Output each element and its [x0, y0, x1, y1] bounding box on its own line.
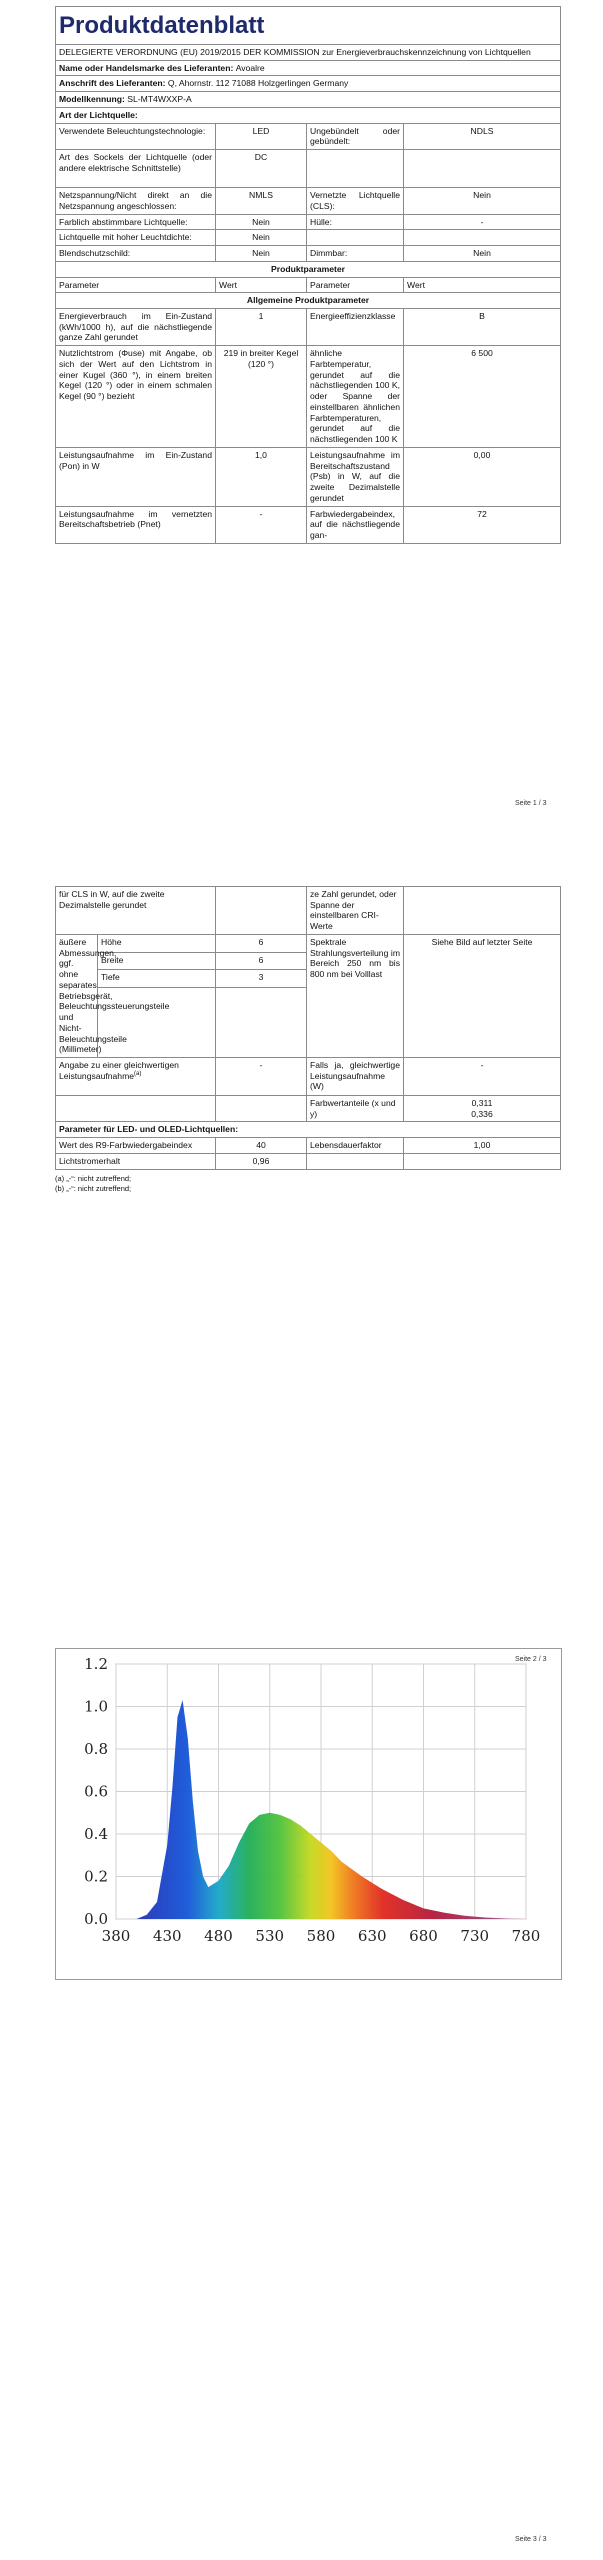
x-tick-label: 730 [460, 1927, 490, 1945]
cell-value: Nein [404, 188, 561, 214]
led-params-header: Parameter für LED- und OLED-Lichtquellen: [56, 1122, 561, 1138]
cell-label: ze Zahl gerundet, oder Spanne der einstellbaren CRI-Werte [307, 887, 404, 935]
cell-value: 1,00 [404, 1138, 561, 1154]
cell-value: LED [216, 123, 307, 149]
cell-label: Energieeffizienzklasse [307, 309, 404, 346]
cell-label: Energieverbrauch im Ein-Zustand (kWh/1000 h), auf die nächstliegende ganze Zahl gerundet [56, 309, 216, 346]
cell-label: Lichtquelle mit hoher Leuchtdichte: [56, 230, 216, 246]
cell-label [307, 150, 404, 188]
footnote-marker: (a) [134, 1070, 142, 1077]
cell-label: Art des Sockels der Lichtquelle (oder andere elektrische Schnittstelle) [56, 150, 216, 188]
cell-label [307, 230, 404, 246]
dimension-value: 3 [216, 970, 307, 988]
y-tick-label: 0.6 [84, 1782, 108, 1801]
x-tick-label: 530 [255, 1927, 285, 1945]
cell-value: B [404, 309, 561, 346]
dimension-value: 6 [216, 952, 307, 970]
cell-value [216, 887, 307, 935]
cell-label: Falls ja, gleichwertige Leistungsaufnahme (W) [307, 1058, 404, 1096]
empty-cell [56, 1096, 216, 1122]
page-2 [55, 886, 560, 1195]
cell-label: Lebensdauerfaktor [307, 1138, 404, 1154]
cell-label: Farblich abstimmbare Lichtquelle: [56, 214, 216, 230]
cell-value: - [216, 1058, 307, 1096]
page-title: Produktdatenblatt [56, 7, 561, 45]
y-tick-label: 0.0 [84, 1910, 108, 1928]
x-tick-label: 480 [204, 1927, 233, 1945]
cell-label: Leistungsaufnahme im Ein-Zustand (Pon) in W [56, 447, 216, 506]
y-tick-label: 0.8 [84, 1740, 108, 1758]
y-tick-label: 0.4 [84, 1825, 108, 1843]
model-value: SL-MT4WXXP-A [127, 94, 192, 105]
x-tick-label: 430 [152, 1927, 182, 1945]
dimensions-label: äußere Abmessungen, ggf. ohne separates Betriebsgerät, Beleuchtungssteuerungsteile und Nicht-Beleuchtungsteile (Millimeter) [56, 934, 98, 1057]
column-header: Wert [216, 277, 307, 293]
supplier-row [56, 60, 561, 76]
table-row [56, 309, 561, 346]
empty-cell [216, 1096, 307, 1122]
cell-value: 1,0 [216, 447, 307, 506]
cell-label: Ungebündelt oder gebündelt: [307, 123, 404, 149]
x-tick-label: 780 [511, 1927, 541, 1945]
cell-value [404, 887, 561, 935]
x-tick-label: 680 [409, 1927, 438, 1945]
model-row [56, 92, 561, 108]
address-value: Q, Ahornstr. 112 71088 Holzgerlingen Germany [167, 78, 349, 89]
dimension-name: Höhe [98, 934, 216, 952]
address-row [56, 76, 561, 92]
dimension-value: 6 [216, 934, 307, 952]
empty-cell [216, 988, 307, 1058]
regulation-text: DELEGIERTE VERORDNUNG (EU) 2019/2015 DER KOMMISSION zur Energieverbrauchskennzeichnung von Lichtquellen [56, 45, 561, 61]
cell-value: 6 500 [404, 346, 561, 448]
cell-label: Leistungsaufnahme im Bereitschaftszustand (Psb) in W, auf die zweite Dezimalstelle gerundet [307, 447, 404, 506]
cell-value: 40 [216, 1138, 307, 1154]
cell-value [404, 150, 561, 188]
spectral-chart-frame [55, 1648, 562, 1980]
table-row [56, 1153, 561, 1169]
cell-label: Verwendete Beleuchtungstechnologie: [56, 123, 216, 149]
dimension-name: Breite [98, 952, 216, 970]
cell-value: Siehe Bild auf letzter Seite [404, 934, 561, 1057]
cell-value [404, 1096, 561, 1122]
footnote: (b) „-“: nicht zutreffend; [55, 1184, 132, 1194]
table-row [56, 447, 561, 506]
model-label: Modellkennung: [59, 94, 125, 105]
footnote: (a) „-“: nicht zutreffend; [55, 1173, 132, 1183]
empty-cell [98, 988, 216, 1058]
table-row [56, 1096, 561, 1122]
column-header-row [56, 277, 561, 293]
address-label: Anschrift des Lieferanten: [59, 78, 166, 89]
y-tick-label: 0.2 [84, 1867, 108, 1886]
cell-value: NDLS [404, 123, 561, 149]
cell-value: 72 [404, 506, 561, 543]
x-tick-label: 630 [357, 1927, 387, 1945]
supplier-label: Name oder Handelsmarke des Lieferanten: [59, 62, 234, 73]
cell-value: Nein [216, 246, 307, 262]
cell-label [307, 1153, 404, 1169]
cell-value: Nein [404, 246, 561, 262]
cell-label: Spektrale Strahlungsverteilung im Bereich 250 nm bis 800 nm bei Volllast [307, 934, 404, 1057]
cell-value: 219 in breiter Kegel (120 °) [216, 346, 307, 448]
cell-label: Lichtstromerhalt [56, 1153, 216, 1169]
datasheet-table-page-2 [55, 886, 561, 1170]
table-row [56, 123, 561, 149]
y-tick-label: 1.0 [84, 1697, 108, 1716]
table-row [56, 506, 561, 543]
cell-value: 0,00 [404, 447, 561, 506]
general-params-header: Allgemeine Produktparameter [56, 293, 561, 309]
light-source-type-heading: Art der Lichtquelle: [56, 107, 561, 123]
cell-value [404, 1153, 561, 1169]
cell-value: Nein [216, 230, 307, 246]
table-row [56, 230, 561, 246]
page-3-footer: Seite 3 / 3 [515, 2536, 547, 2543]
cell-label: Netzspannung/Nicht direkt an die Netzspannung angeschlossen: [56, 188, 216, 214]
table-row [56, 214, 561, 230]
cell-value: Nein [216, 214, 307, 230]
table-row [56, 346, 561, 448]
table-row [56, 150, 561, 188]
footnotes [55, 1174, 560, 1195]
table-row [56, 188, 561, 214]
cell-label: Hülle: [307, 214, 404, 230]
chromaticity-y: 0,336 [471, 1108, 493, 1119]
cell-label: Vernetzte Lichtquelle (CLS): [307, 188, 404, 214]
supplier-value: Avoalre [235, 62, 265, 73]
dimensions-row [56, 934, 561, 952]
cell-label: Farbwertanteile (x und y) [307, 1096, 404, 1122]
product-params-header: Produktparameter [56, 261, 561, 277]
table-row [56, 887, 561, 935]
page-1 [55, 6, 560, 544]
cell-value: - [404, 214, 561, 230]
cell-label: Leistungsaufnahme im vernetzten Bereitschaftsbetrieb (Pnet) [56, 506, 216, 543]
column-header: Parameter [307, 277, 404, 293]
x-tick-label: 380 [101, 1927, 131, 1945]
y-tick-label: 1.2 [84, 1655, 108, 1673]
x-tick-label: 580 [306, 1927, 336, 1945]
table-row [56, 246, 561, 262]
cell-value: 0,96 [216, 1153, 307, 1169]
table-row [56, 1138, 561, 1154]
cell-value: - [404, 1058, 561, 1096]
cell-label: Blendschutzschild: [56, 246, 216, 262]
page-1-footer: Seite 1 / 3 [515, 800, 547, 807]
cell-value: - [216, 506, 307, 543]
cell-label: Dimmbar: [307, 246, 404, 262]
cell-value: DC [216, 150, 307, 188]
dimension-name: Tiefe [98, 970, 216, 988]
cell-label: Nutzlichtstrom (Φuse) mit Angabe, ob sich der Wert auf den Lichtstrom in einer Kugel (360 °), in einem breiten Kegel (120 °) oder in einem schmalen Kegel (90 °) bezieht [56, 346, 216, 448]
cell-label: ähnliche Farbtemperatur, gerundet auf die nächstliegenden 100 K, oder Spanne der einstellbaren ähnlichen Farbtemperaturen, gerundet auf die nächstliegenden 100 K [307, 346, 404, 448]
cell-value [404, 230, 561, 246]
column-header: Wert [404, 277, 561, 293]
equivalent-label: Angabe zu einer gleichwertigen Leistungsaufnahme [59, 1060, 179, 1081]
table-row [56, 1058, 561, 1096]
page-2-footer: Seite 2 / 3 [515, 1656, 547, 1663]
cell-label [56, 1058, 216, 1096]
cell-label: für CLS in W, auf die zweite Dezimalstelle gerundet [56, 887, 216, 935]
chromaticity-x: 0,311 [471, 1098, 493, 1109]
spectral-distribution-chart [56, 1649, 561, 1979]
datasheet-table-page-1 [55, 6, 561, 544]
cell-value: 1 [216, 309, 307, 346]
cell-value: NMLS [216, 188, 307, 214]
cell-label: Farbwiedergabeindex, auf die nächstliegende gan- [307, 506, 404, 543]
cell-label: Wert des R9-Farbwiedergabeindex [56, 1138, 216, 1154]
column-header: Parameter [56, 277, 216, 293]
